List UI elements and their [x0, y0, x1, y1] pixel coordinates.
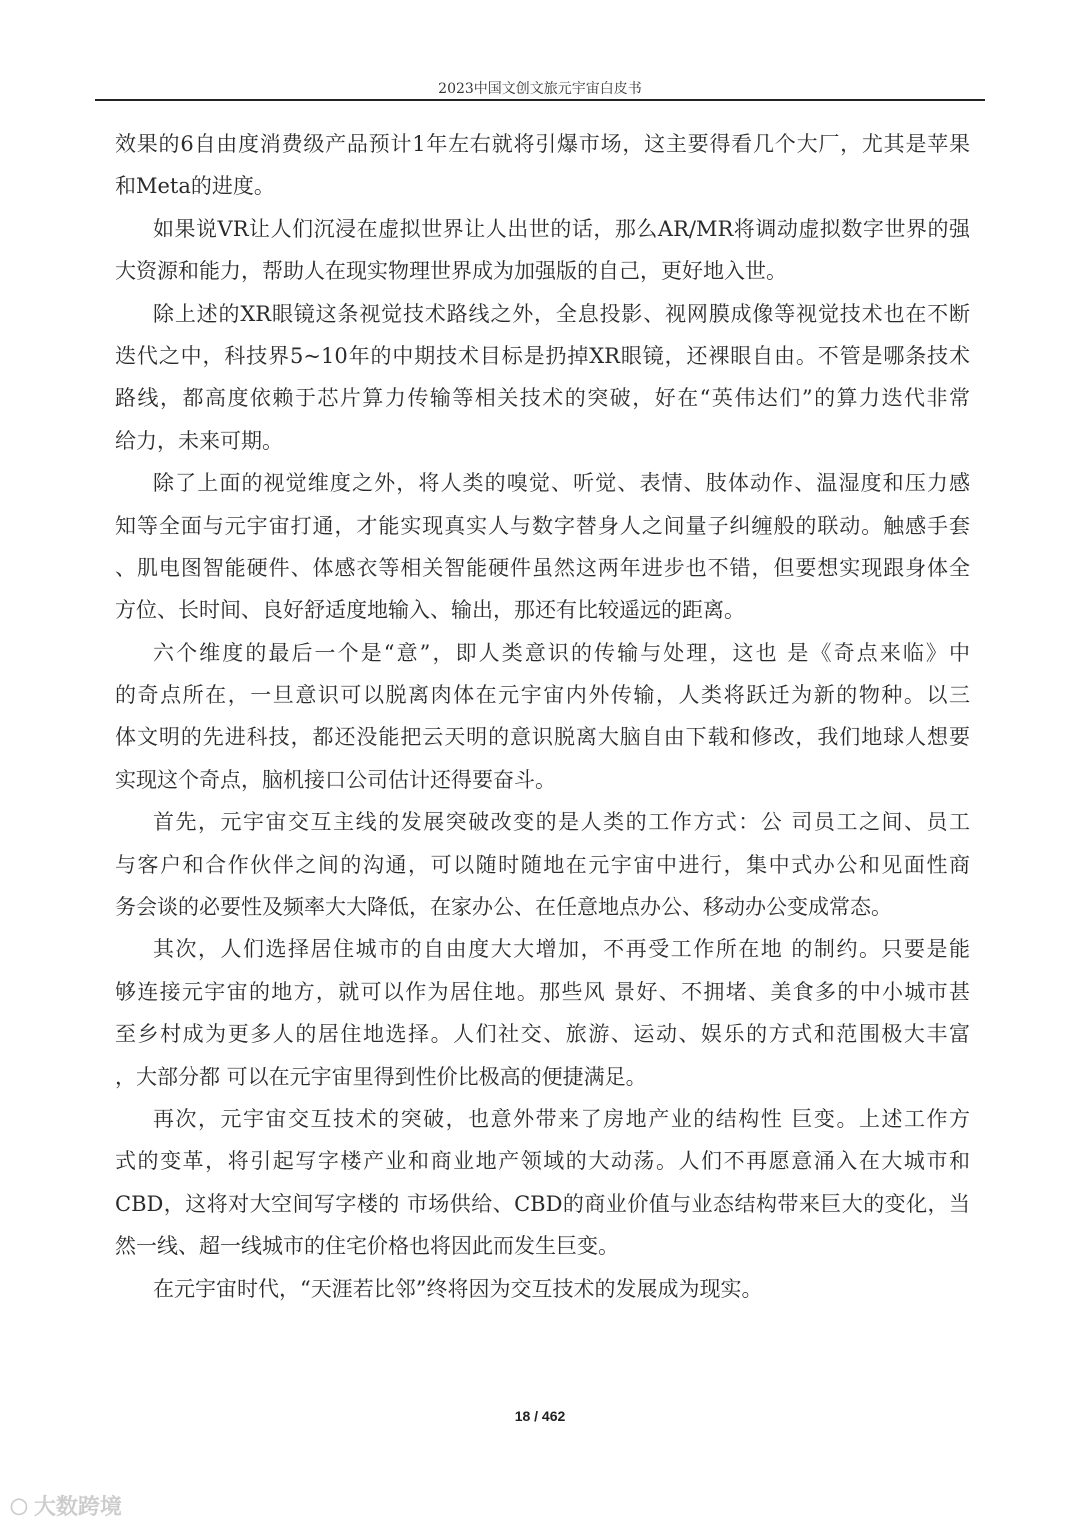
text-line: 除了上面的视觉维度之外，将人类的嗅觉、听觉、表情、肢体动作、温湿度和压力感	[153, 471, 970, 496]
watermark-text: 大数跨境	[33, 1494, 122, 1519]
text-line: 首先，元宇宙交互主线的发展突破改变的是人类的工作方式：公 司员工之间、员工	[153, 810, 970, 835]
running-header: 2023中国文创文旅元宇宙白皮书	[438, 81, 642, 97]
header-rule	[95, 99, 985, 101]
text-line: 给力，未来可期。	[115, 428, 283, 453]
text-line: 够连接元宇宙的地方，就可以作为居住地。那些风 景好、不拥堵、美食多的中小城市甚	[115, 979, 970, 1004]
text-line: 在元宇宙时代，“天涯若比邻”终将因为交互技术的发展成为现实。	[153, 1276, 763, 1301]
text-line: CBD，这将对大空间写字楼的 市场供给、CBD的商业价值与业态结构带来巨大的变化，当	[115, 1191, 970, 1216]
text-line: 然一线、超一线城市的住宅价格也将因此而发生巨变。	[115, 1234, 619, 1259]
text-line: 体文明的先进科技，都还没能把云天明的意识脱离大脑自由下载和修改，我们地球人想要	[115, 725, 970, 750]
text-line: 六个维度的最后一个是“意”，即人类意识的传输与处理，这也 是《奇点来临》中	[153, 640, 970, 665]
text-line: 、肌电图智能硬件、体感衣等相关智能硬件虽然这两年进步也不错，但要想实现跟身体全	[115, 555, 970, 580]
text-line: 式的变革，将引起写字楼产业和商业地产领域的大动荡。人们不再愿意涌入在大城市和	[115, 1149, 970, 1174]
text-line: 知等全面与元宇宙打通，才能实现真实人与数字替身人之间量子纠缠般的联动。触感手套	[115, 513, 970, 538]
text-line: 再次，元宇宙交互技术的突破，也意外带来了房地产业的结构性 巨变。上述工作方	[153, 1106, 970, 1131]
text-line: 如果说VR让人们沉浸在虚拟世界让人出世的话，那么AR/MR将调动虚拟数字世界的强	[153, 216, 970, 241]
watermark	[10, 1490, 122, 1521]
text-line: ，大部分都 可以在元宇宙里得到性价比极高的便捷满足。	[115, 1064, 647, 1089]
text-line: 的奇点所在，一旦意识可以脱离肉体在元宇宙内外传输，人类将跃迁为新的物种。以三	[115, 683, 970, 708]
text-line: 与客户和合作伙伴之间的沟通，可以随时随地在元宇宙中进行，集中式办公和见面性商	[115, 852, 970, 877]
page-number: 18 / 462	[514, 1408, 566, 1424]
text-line: 务会谈的必要性及频率大大降低，在家办公、在任意地点办公、移动办公变成常态。	[115, 895, 892, 920]
text-line: 迭代之中，科技界5~10年的中期技术目标是扔掉XR眼镜，还裸眼自由。不管是哪条技术	[115, 343, 970, 368]
text-line: 效果的6自由度消费级产品预计1年左右就将引爆市场，这主要得看几个大厂，尤其是苹果	[115, 132, 970, 156]
text-line: 和Meta的进度。	[115, 174, 275, 199]
document-body	[115, 123, 970, 1310]
text-line: 实现这个奇点，脑机接口公司估计还得要奋斗。	[115, 767, 556, 792]
text-line: 至乡村成为更多人的居住地选择。人们社交、旅游、运动、娱乐的方式和范围极大丰富	[115, 1022, 970, 1047]
text-line: 除上述的XR眼镜这条视觉技术路线之外，全息投影、视网膜成像等视觉技术也在不断	[153, 301, 970, 326]
text-line: 其次，人们选择居住城市的自由度大大增加，不再受工作所在地 的制约。只要是能	[153, 937, 970, 962]
weibo-logo-icon: ◯	[10, 1497, 28, 1515]
text-line: 方位、长时间、良好舒适度地输入、输出，那还有比较遥远的距离。	[115, 598, 745, 623]
text-line: 路线，都高度依赖于芯片算力传输等相关技术的突破，好在“英伟达们”的算力迭代非常	[115, 386, 970, 411]
text-line: 大资源和能力，帮助人在现实物理世界成为加强版的自己，更好地入世。	[115, 259, 787, 284]
